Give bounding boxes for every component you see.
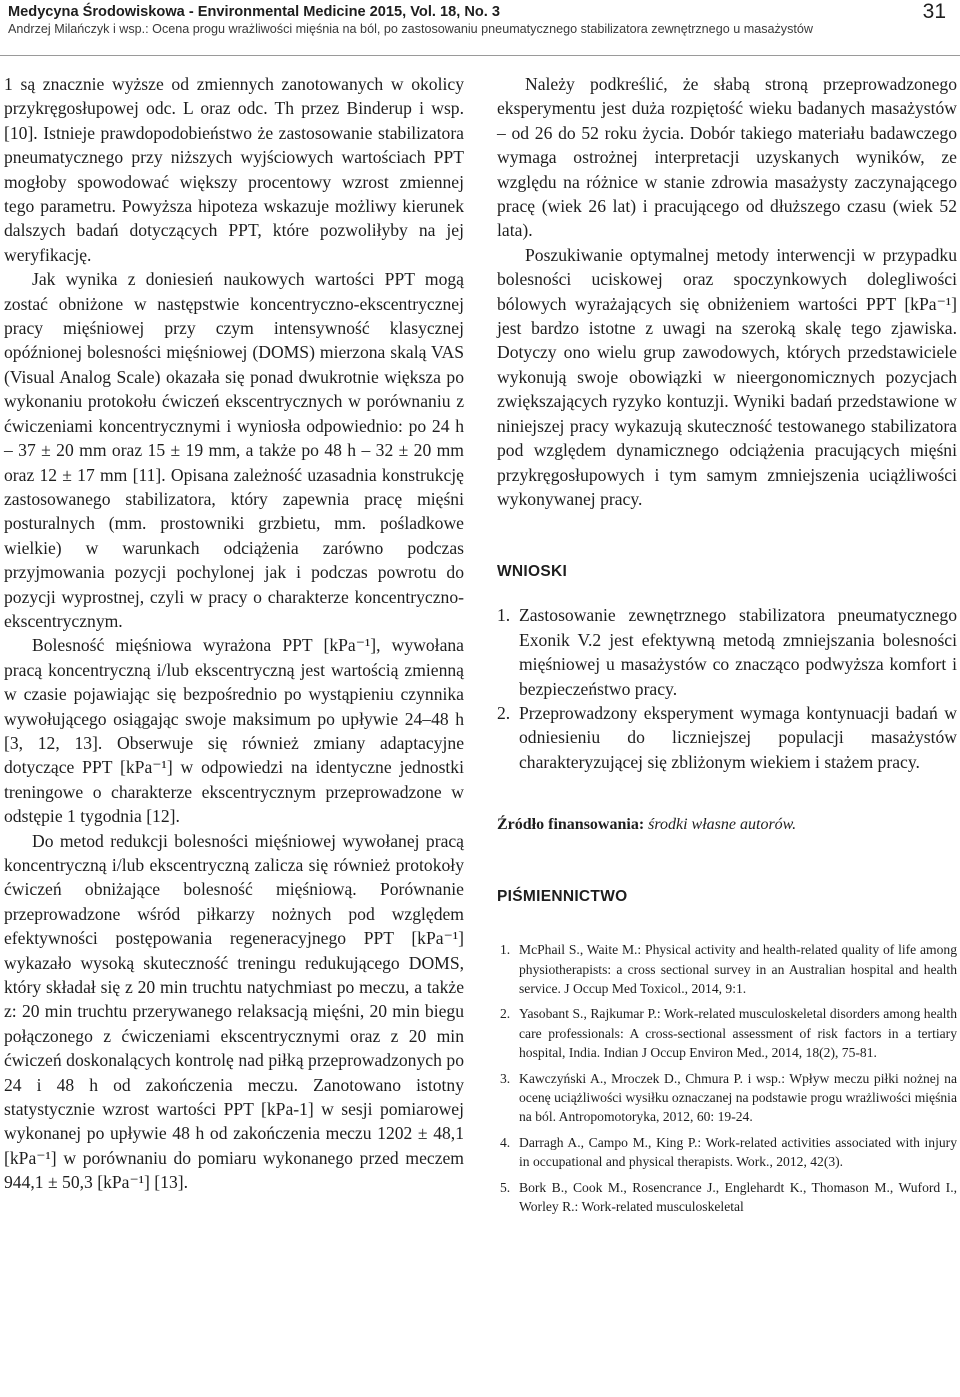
references-list xyxy=(497,940,957,1216)
funding-label: Źródło finansowania: xyxy=(497,816,645,834)
reference-item xyxy=(497,940,957,998)
reference-item xyxy=(497,1133,957,1172)
body-paragraph: Poszukiwanie optymalnej metody interwencji w przypadku bolesności uciskowej oraz spoczynkowych dolegliwości bólowych wyrażających się obniżeniem wartości PPT [kPa⁻¹] jest bardzo istotne z uwagi na szeroką skalę tego zjawiska. Dotyczy ono wielu grup zawodowych, których przedstawiciele wykonują swoje obowiązki w nieergonomicznych pozycjach zwiększających ryzyko kontuzji. Wyniki badań przedstawione w niniejszej pracy wykazują skuteczność testowanego stabilizatora pod względem dynamicznego odciążenia pracujących mięśni przykręgosłupowych i tym samym zmniejszenia uciążliwości wykonywanej pracy. xyxy=(497,244,957,509)
item-number: 5. xyxy=(500,1179,511,1195)
funding-value: środki własne autorów. xyxy=(648,816,797,834)
reference-item xyxy=(497,1004,957,1062)
header-divider xyxy=(0,55,960,56)
body-paragraph: 1 są znacznie wyższe od zmiennych zanotowanych w okolicy przykręgosłupowej odc. L oraz odc. Th przez Binderup i wsp. [10]. Istnieje prawdopodobieństwo że zastosowanie stabilizatora pneumatycznego przy niższych wyjściowych wartościach PPT mogłoby spowodować większy procentowy wzrost zmiennej tego parametru. Powyższa hipoteza wskazuje możliwy kierunek dalszych badań dotyczących PPT, które pozwoliłyby na jej weryfikację. xyxy=(4,74,464,265)
reference-text: Darragh A., Campo M., King P.: Work-related activities associated with injury in occupational and physical therapists. Work., 2012, 42(3). xyxy=(519,1134,957,1170)
item-number: 2. xyxy=(500,1006,511,1022)
conclusions-list xyxy=(497,603,957,774)
right-column xyxy=(497,72,957,1216)
conclusions-heading: WNIOSKI xyxy=(497,563,568,581)
page-number: 31 xyxy=(922,0,946,23)
item-number: 4. xyxy=(500,1134,511,1150)
list-item xyxy=(497,701,957,774)
list-item xyxy=(497,603,957,701)
reference-text: Yasobant S., Rajkumar P.: Work-related musculoskeletal disorders among health care professionals: A cross-sectional assessment of risk factors in a tertiary hospital, India. Indian J Occup Environ Med., 2014, 18(2), 75-81. xyxy=(519,1006,957,1061)
body-paragraph: Bolesność mięśniowa wyrażona PPT [kPa⁻¹], wywołana pracą koncentryczną i/lub ekscentryczną jest wartością zmienną w czasie pojawiając się bezpośrednio po wystąpieniu czynnika wywołującego osiągając swoje maksimum po upływie 24–48 h [3, 12, 13]. Obserwuje się również zmiany adaptacyjne dotyczące PPT [kPa⁻¹] w odpowiedzi na identyczne jednostki treningowe o charakterze ekscentrycznym przeprowadzone w odstępie 1 tygodnia [12]. xyxy=(4,635,464,827)
journal-title: Medycyna Środowiskowa - Environmental Medicine 2015, Vol. 18, No. 3 xyxy=(8,4,501,20)
body-paragraph: Do metod redukcji bolesności mięśniowej wywołanej pracą koncentryczną i/lub ekscentryczną zalicza się również protokoły ćwiczeń obniżające bolesność mięśniową. Porównanie przeprowadzone wśród piłkarzy nożnych pod względem efektywności postępowania regeneracyjnego PPT [kPa⁻¹] wykazało wysoką skuteczność treningu redukującego DOMS, który składał się z 20 min truchtu natychmiast po meczu, a także z: 20 min truchtu przerywanego relaksacją mięśni, 20 min biegu połączonego z ćwiczeniami ekscentrycznymi oraz z 20 min ćwiczeń doskonalących kontrolę nad piłką przeprowadzonych po 24 i 48 h od zakończenia meczu. Zanotowano istotny statystycznie wzrost wartości PPT [kPa-1] w sesji pomiarowej wykonanej po upływie 48 h od zakończenia meczu 1202 ± 48,1 [kPa⁻¹] w porównaniu do pomiaru wykonanego przed meczem 944,1 ± 50,3 [kPa⁻¹] [13]. xyxy=(4,830,464,1193)
reference-text: Kawczyński A., Mroczek D., Chmura P. i wsp.: Wpływ meczu piłki nożnej na ocenę uciążliwości wysiłku oznaczanej na podstawie progu wrażliwości mięśnia na ból. Antropomotoryka, 2012, 60: 19-24. xyxy=(519,1070,957,1125)
reference-text: McPhail S., Waite M.: Physical activity and health-related quality of life among physiotherapists: a cross sectional survey in an Australian hospital and health service. J Occup Med Toxicol., 2014, 9:1. xyxy=(519,942,957,996)
item-number: 1. xyxy=(497,605,511,626)
item-number: 1. xyxy=(500,942,511,958)
reference-item xyxy=(497,1178,957,1217)
article-running-title: Andrzej Milańczyk i wsp.: Ocena progu wrażliwości mięśnia na ból, po zastosowaniu pneumatycznego stabilizatora zewnętrznego u masażystów xyxy=(8,22,813,36)
reference-text: Bork B., Cook M., Rosencrance J., Englehardt K., Thomason M., Wuford I., Worley R.: Work-related musculoskeletal xyxy=(519,1179,957,1215)
body-paragraph: Należy podkreślić, że słabą stroną przeprowadzonego eksperymentu jest duża rozpiętość wieku badanych masażystów – od 26 do 52 roku życia. Dobór takiego materiału badawczego wymaga ostrożnej interpretacji uzyskanych wyników, ze względu na różnice w stanie zdrowia masażysty zaczynającego pracę (wiek 26 lat) i pracującego od dłuższego czasu (wiek 52 lata). xyxy=(497,74,957,241)
left-column xyxy=(4,72,464,1195)
item-text: Zastosowanie zewnętrznego stabilizatora pneumatycznego Exonik V.2 jest efektywną metodą zmniejszania bolesności mięśniowej u masażystów co znacząco podwyższa komfort i bezpieczeństwo pracy. xyxy=(519,605,957,699)
item-number: 2. xyxy=(497,702,511,723)
body-paragraph: Jak wynika z doniesień naukowych wartości PPT mogą zostać obniżone w następstwie koncentryczno-ekscentrycznej pracy mięśniowej przy czym intensywność klasycznej opóźnionej bolesności mięśniowej (DOMS) mierzona skalą VAS (Visual Analog Scale) okazała się ponad dwukrotnie większa po wykonaniu protokołu ćwiczeń ekscentrycznych w porównaniu z ćwiczeniami koncentrycznymi i wyniosła odpowiednio: po 24 h – 37 ± 20 mm oraz 15 ± 19 mm, a także po 48 h – 32 ± 20 mm oraz 12 ± 17 mm [11]. Opisana zależność uzasadnia konstrukcję zastosowanego stabilizatora, który zapewnia pracę mięśni posturalnych (mm. prostowniki grzbietu, mm. pośladkowe wielkie) w warunkach odciążenia zarówno podczas przyjmowania pozycji pochylonej jak i podczas powrotu do pozycji wyprostnej, czyli w pracy o charakterze koncentryczno-ekscentrycznym. xyxy=(4,269,464,631)
item-text: Przeprowadzony eksperyment wymaga kontynuacji badań w odniesieniu do liczniejszej populacji masażystów charakteryzującej się zbliżonym wiekiem i stażem pracy. xyxy=(519,702,957,772)
item-number: 3. xyxy=(500,1070,511,1086)
reference-item xyxy=(497,1069,957,1127)
running-header xyxy=(8,4,952,37)
references-heading: PIŚMIENNICTWO xyxy=(497,888,628,906)
funding-note xyxy=(497,814,957,836)
